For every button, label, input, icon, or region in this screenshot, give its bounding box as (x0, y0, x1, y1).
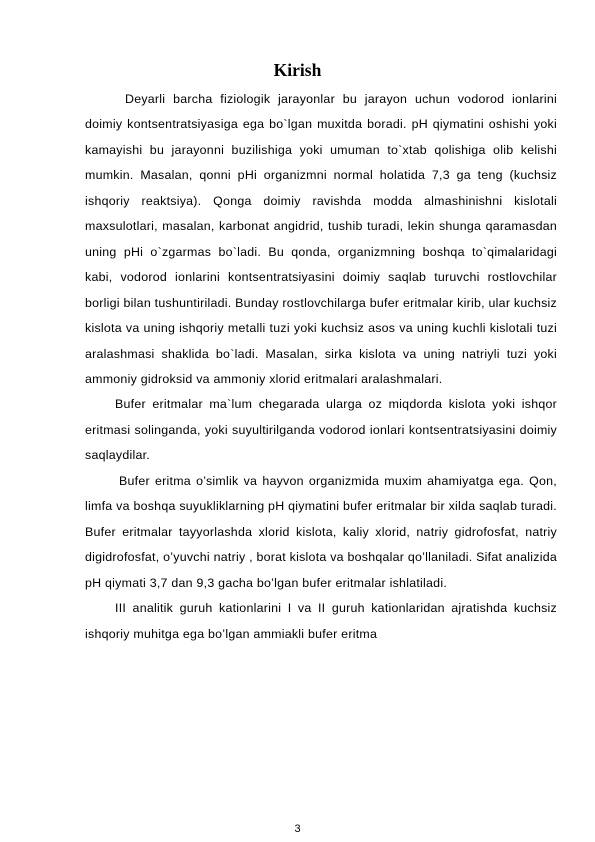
page-title: Kirish (273, 60, 322, 80)
body-text (85, 87, 557, 647)
page-number: 3 (294, 823, 301, 835)
paragraph-4: III analitik guruh kationlarini I va II guruh kationlaridan ajratishda kuchsiz ishqoriy muhitga ega bo’lgan ammiakli bufer eritma (85, 601, 557, 641)
paragraph-3: Bufer eritma o’simlik va hayvon organizmida muxim ahamiyatga ega. Qon, limfa va boshqa suyukliklarning pH qiymatini bufer eritmalar bir xilda saqlab turadi. Bufer eritmalar tayyorlashda xlorid kislota, kaliy xlorid, natriy gidrofosfat, natriy digidrofosfat, o’yuvchi natriy , borat kislota va boshqalar qo’llaniladi. Sifat analizida pH qiymati 3,7 dan 9,3 gacha bo’lgan bufer eritmalar ishlatiladi. (85, 473, 558, 590)
paragraph-2: Bufer eritmalar ma`lum chegarada ularga oz miqdorda kislota yoki ishqor eritmasi solinganda, yoki suyultirilganda vodorod ionlari kontsentratsiyasini doimiy saqlaydilar. (85, 397, 557, 463)
paragraph-1: Deyarli barcha fiziologik jarayonlar bu jarayon uchun vodorod ionlarini doimiy kontsentratsiyasiga ega bo`lgan muxitda boradi. pH qiymatini oshishi yoki kamayishi bu jarayonni buzilishiga yoki umuman to`xtab qolishiga olib kelishi mumkin. Masalan, qonni pHi organizmni normal holatida 7,3 ga teng (kuchsiz ishqoriy reaktsiya). Qonga doimiy ravishda modda almashinishni kislotali maxsulotlari, masalan, karbonat angidrid, tushib turadi, lekin shunga qaramasdan uning pHi o`zgarmas bo`ladi. Bu qonda, organizmning boshqa to`qimalaridagi kabi, vodorod ionlarini kontsentratsiyasini doimiy saqlab turuvchi rostlovchilar borligi bilan tushuntiriladi. Bunday rostlovchilarga bufer eritmalar kirib, ular kuchsiz kislota va uning ishqoriy metalli tuzi yoki kuchsiz asos va uning kuchli kislotali tuzi aralashmasi shaklida bo`ladi. Masalan, sirka kislota va uning natriyli tuzi yoki ammoniy gidroksid va ammoniy xlorid eritmalari aralashmalari. (85, 92, 557, 386)
